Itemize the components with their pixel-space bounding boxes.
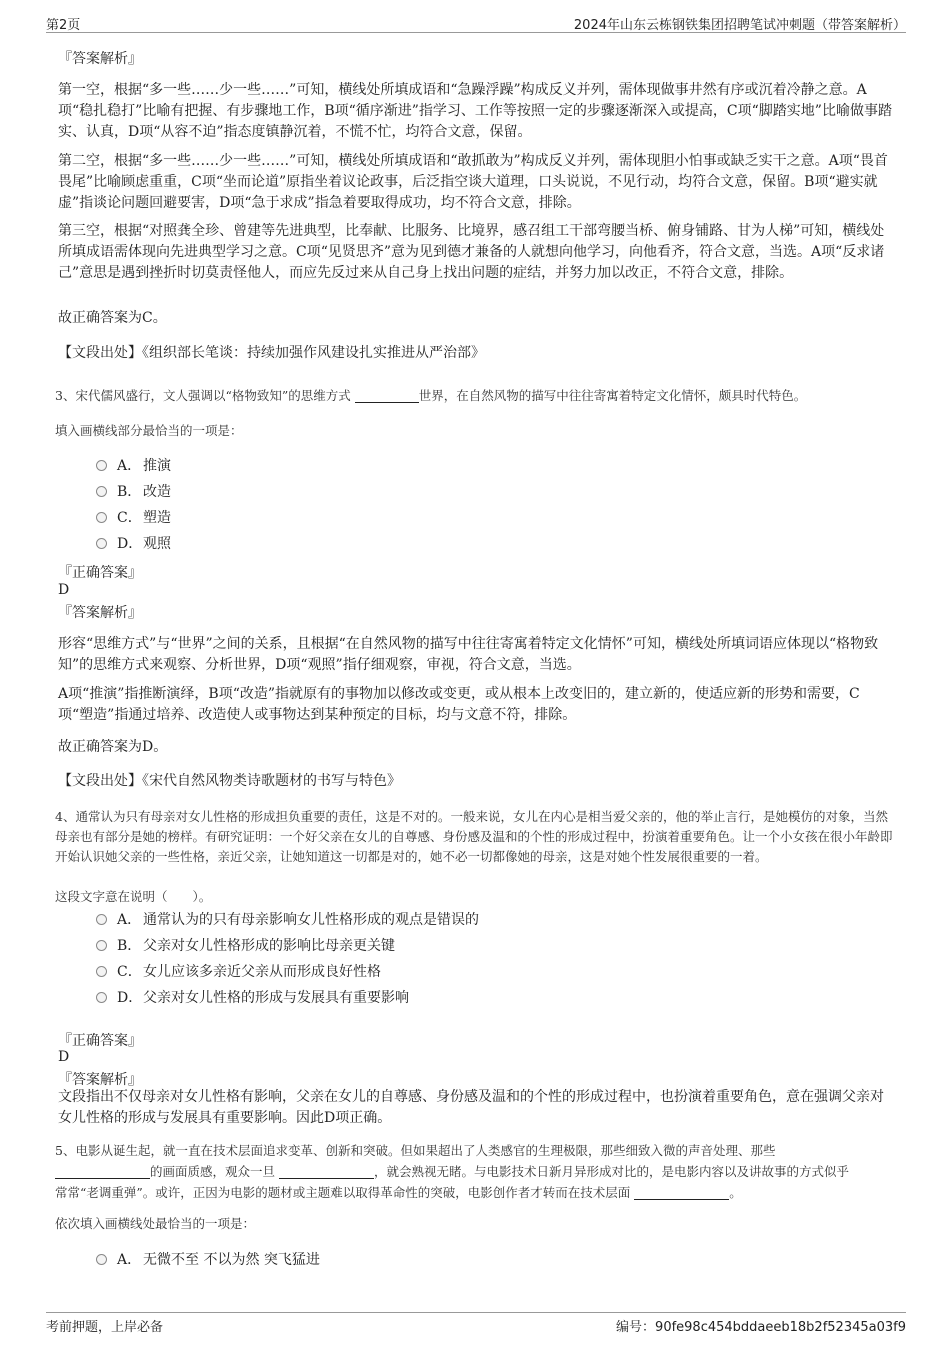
footer-slogan: 考前押题，上岸必备 [46,1320,164,1335]
q4-answer: D [58,1049,70,1065]
q4-option-a[interactable] [96,910,479,930]
q5-blank-2 [279,1164,374,1179]
q4-analysis-label: 『答案解析』 [58,1072,142,1088]
q5-line3-part1: 常常“老调重弹”。或许，正因为电影的题材或主题难以取得革命性的突破，电影创作者才转而在技术层面 [55,1185,635,1200]
q5-line2-part1: 的画面质感，观众一旦 [150,1164,279,1179]
q5-line2-part2: ，就会熟视无睹。与电影技术日新月异形成对比的，是电影内容以及讲故事的方式似乎 [373,1164,849,1179]
radio-icon[interactable] [96,966,107,977]
q3-analysis-p2: A项“推演”指推断演绎，B项“改造”指就原有的事物加以修改或变更，或从根本上改变旧的，建立新的，使适应新的形势和需要，C项“塑造”指通过培养、改造使人或事物达到某种预定的目标，均与文意不符，排除。 [58,686,860,723]
q3-option-a[interactable] [96,456,171,476]
q3-source: 【文段出处】《宋代自然风物类诗歌题材的书写与特色》 [58,773,401,789]
radio-icon[interactable] [96,992,107,1003]
option-letter: B． [117,938,142,954]
option-text: 通常认为的只有母亲影响女儿性格形成的观点是错误的 [143,912,479,928]
option-letter: A． [117,458,142,474]
radio-icon[interactable] [96,486,107,497]
q4-option-c[interactable] [96,962,381,982]
radio-icon[interactable] [96,538,107,549]
q4-option-b[interactable] [96,936,395,956]
page-footer [46,1312,906,1335]
option-letter: C． [117,964,142,980]
q3-answer-label: 『正确答案』 [58,565,142,581]
option-letter: A． [117,912,142,928]
q3-option-d[interactable] [96,534,171,554]
option-text: 父亲对女儿性格形成的影响比母亲更关键 [143,938,395,954]
q4-analysis: 文段指出不仅母亲对女儿性格有影响，父亲在女儿的自尊感、身份感及温和的个性的形成过程中，也扮演着重要角色，意在强调父亲对女儿性格的形成与发展具有重要影响。因此D项正确。 [58,1089,884,1126]
q5-prompt: 依次填入画横线处最恰当的一项是： [55,1216,256,1231]
option-letter: D． [117,990,143,1006]
q2-analysis-p1: 第一空，根据“多一些……少一些……”可知，横线处所填成语和“急躁浮躁”构成反义并列，需体现做事井然有序或沉着冷静之意。A项“稳扎稳打”比喻有把握、有步骤地工作，B项“循序渐进”指学习、工作等按照一定的步骤逐渐深入或提高，C项“脚踏实地”比喻做事踏实、认真，D项“从容不迫”指态度镇静沉着，不慌不忙，均符合文意，保留。 [58,82,892,140]
option-text: 女儿应该多亲近父亲从而形成良好性格 [143,964,381,980]
option-letter: A． [117,1252,142,1268]
q5-blank-1 [55,1164,150,1179]
q5-stem-line2 [55,1162,895,1182]
q3-analysis-label: 『答案解析』 [58,605,142,621]
q3-conclusion: 故正确答案为D。 [58,739,168,755]
radio-icon[interactable] [96,914,107,925]
q3-option-b[interactable] [96,482,171,502]
q5-line3-part2: 。 [729,1185,742,1200]
q2-analysis-p2: 第二空，根据“多一些……少一些……”可知，横线处所填成语和“敢抓敢为”构成反义并列，需体现胆小怕事或缺乏实干之意。A项“畏首畏尾”比喻顾虑重重，C项“坐而论道”原指坐着议论政事，后泛指空谈大道理，口头说说，不见行动，均符合文意，保留。B项“避实就虚”指谈论问题回避要害，D项“急于求成”指急着要取得成功，均不符合文意，排除。 [58,153,888,211]
q3-option-c[interactable] [96,508,171,528]
option-letter: B． [117,484,142,500]
q3-prompt: 填入画横线部分最恰当的一项是： [55,423,243,438]
q3-analysis-p1: 形容“思维方式”与“世界”之间的关系，且根据“在自然风物的描写中往往寄寓着特定文化情怀”可知，横线处所填词语应体现以“格物致知”的思维方式来观察、分析世界，D项“观照”指仔细观察，审视，符合文意，当选。 [58,636,879,673]
q2-source: 【文段出处】《组织部长笔谈：持续加强作风建设扎实推进从严治部》 [58,345,485,361]
q5-stem-line3 [55,1183,895,1203]
option-text: 改造 [143,484,171,500]
q2-conclusion: 故正确答案为C。 [58,310,167,326]
q4-option-d[interactable] [96,988,409,1008]
q5-blank-3 [634,1185,729,1200]
option-letter: C． [117,510,142,526]
q4-prompt: 这段文字意在说明（ ）。 [55,889,212,904]
page-number: 第2页 [46,18,81,33]
option-letter: D． [117,536,143,552]
option-text: 无微不至 不以为然 突飞猛进 [143,1252,320,1268]
option-text: 父亲对女儿性格的形成与发展具有重要影响 [143,990,409,1006]
q3-stem-part2: 世界，在自然风物的描写中往往寄寓着特定文化情怀，颇具时代特色。 [418,388,807,403]
q4-answer-label: 『正确答案』 [58,1033,142,1049]
q5-stem-line1: 5、电影从诞生起，就一直在技术层面追求变革、创新和突破。但如果超出了人类感官的生理极限，那些细致入微的声音处理、那些 [55,1143,776,1158]
radio-icon[interactable] [96,512,107,523]
radio-icon[interactable] [96,460,107,471]
option-text: 观照 [143,536,171,552]
q4-stem: 4、通常认为只有母亲对女儿性格的形成担负重要的责任，这是不对的。一般来说，女儿在内心是相当爱父亲的，他的举止言行，是她模仿的对象，当然母亲也有部分是她的榜样。有研究证明：一个好父亲在女儿的自尊感、身份感及温和的个性的形成过程中，扮演着重要角色。让一个小女孩在很小年龄即开始认识她父亲的一些性格，亲近父亲，让她知道这一切都是对的，她不必一切都像她的母亲，这是对她个性发展很重要的一着。 [55,809,893,864]
q2-analysis-label: 『答案解析』 [58,51,142,67]
q2-analysis-p3: 第三空，根据“对照龚全珍、曾建等先进典型，比奉献、比服务、比境界，感召组工干部弯腰当桥、俯身铺路、甘为人梯”可知，横线处所填成语需体现向先进典型学习之意。C项“见贤思齐”意为见到德才兼备的人就想向他学习，向他看齐，符合文意，当选。A项“反求诸己”意思是遇到挫折时切莫责怪他人，而应先反过来从自己身上找出问题的症结，并努力加以改正，不符合文意，排除。 [58,223,885,281]
option-text: 塑造 [143,510,171,526]
q3-blank [355,388,419,403]
q3-stem-part1: 3、宋代儒风盛行，文人强调以“格物致知”的思维方式 [55,388,355,403]
option-text: 推演 [143,458,171,474]
page-header [46,10,906,33]
q3-stem [55,386,895,406]
radio-icon[interactable] [96,1254,107,1265]
document-id: 编号：90fe98c454bddaeeb18b2f52345a03f9 [616,1320,906,1335]
q5-option-a[interactable] [96,1250,320,1270]
radio-icon[interactable] [96,940,107,951]
q3-answer: D [58,582,70,598]
document-title: 2024年山东云栋钢铁集团招聘笔试冲刺题（带答案解析） [573,18,906,33]
